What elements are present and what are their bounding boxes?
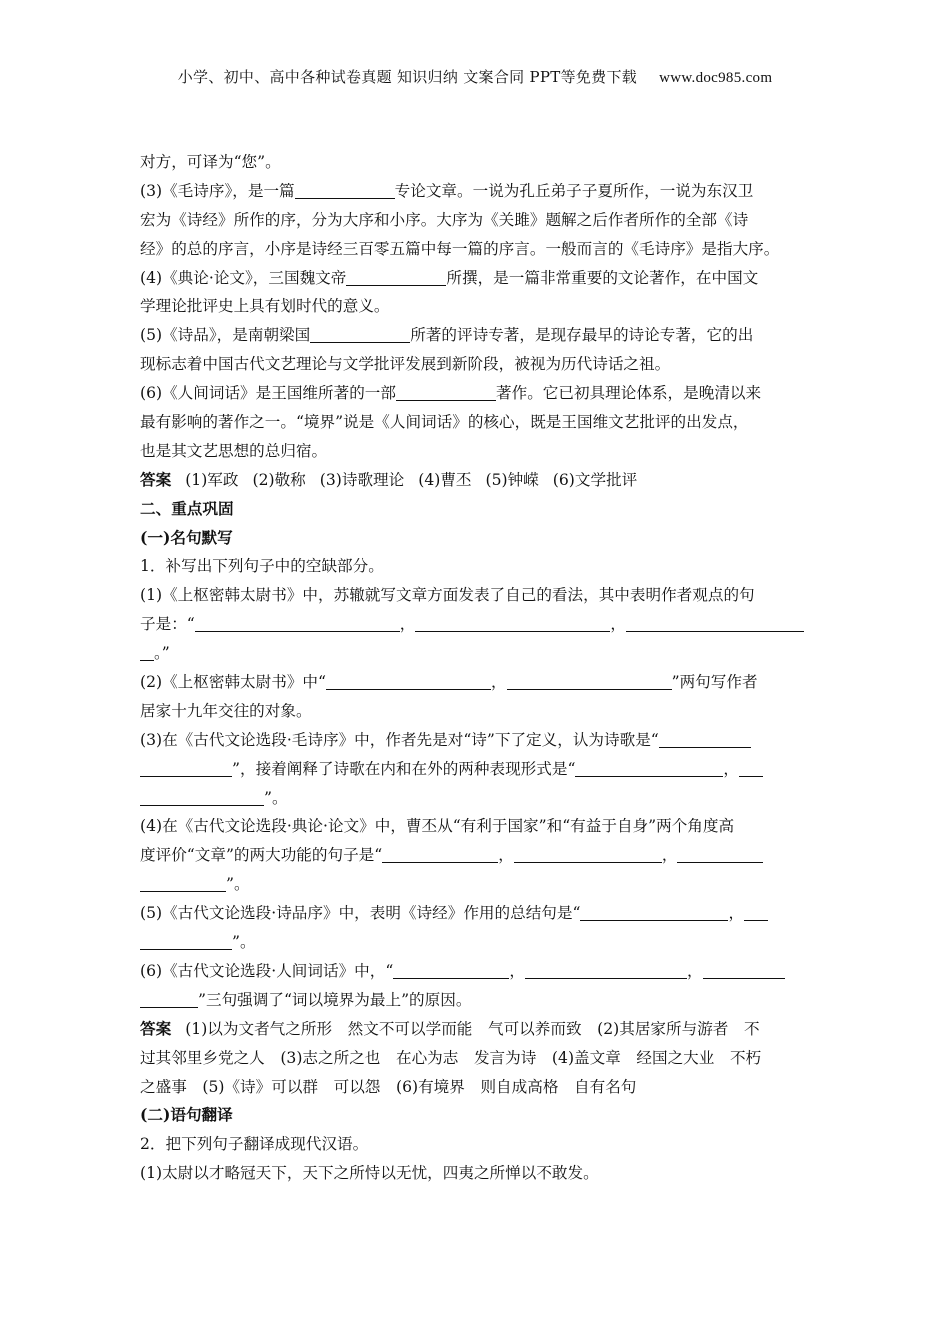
blank[interactable] <box>396 382 496 401</box>
blank[interactable] <box>393 960 509 979</box>
blank[interactable] <box>514 844 662 863</box>
question-1: 1．补写出下列句子中的空缺部分。 <box>140 557 384 576</box>
answer-line-1: 答案 (1)军政 (2)敬称 (3)诗歌理论 (4)曹丕 (5)钟嵘 (6)文学批评 <box>140 469 638 489</box>
blank[interactable] <box>739 758 763 777</box>
blank[interactable] <box>346 267 446 286</box>
text-line: (1)《上枢密韩太尉书》中，苏辙就写文章方面发表了自己的看法，其中表明作者观点的句 <box>140 586 755 605</box>
blank[interactable] <box>140 989 198 1008</box>
blank[interactable] <box>326 671 491 690</box>
blank[interactable] <box>703 960 785 979</box>
subsection-title: (二)语句翻译 <box>140 1105 233 1125</box>
fill-line: ”。 <box>140 928 812 957</box>
fill-line: 。” <box>140 639 812 668</box>
blank[interactable] <box>507 671 672 690</box>
header-url[interactable]: www.doc985.com <box>659 70 773 86</box>
question-6-line: (6)《人间词话》是王国维所著的一部 著作。它已初具理论体系，是晚清以来 <box>140 384 762 403</box>
fill-line: ”三句强调了“词以境界为最上”的原因。 <box>140 986 812 1015</box>
blank[interactable] <box>659 729 751 748</box>
text-line: 也是其文艺思想的总归宿。 <box>140 441 328 460</box>
text-line: 对方，可译为“您”。 <box>140 153 281 171</box>
fill-line: (2)《上枢密韩太尉书》中“ ， ”两句写作者 <box>140 673 758 692</box>
text-line: 经》的总的序言，小序是诗经三百零五篇中每一篇的序言。一般而言的《毛诗序》是指大序。 <box>140 239 780 258</box>
blank[interactable] <box>310 324 410 343</box>
content-body <box>140 148 812 1188</box>
blank[interactable] <box>575 758 723 777</box>
section-title: 二、重点巩固 <box>140 498 234 518</box>
question-4-line: (4)《典论·论文》，三国魏文帝 所撰，是一篇非常重要的文论著作，在中国文 <box>140 268 759 287</box>
blank[interactable] <box>140 787 264 806</box>
fill-line: 度评价“文章”的两大功能的句子是“ ， ， <box>140 841 812 870</box>
fill-line: 子是：“ ， ， <box>140 610 812 639</box>
question-3-line: (3)《毛诗序》，是一篇 专论文章。一说为孔丘弟子子夏所作，一说为东汉卫 <box>140 181 754 200</box>
fill-line: (6)《古代文论选段·人间词话》中，“ ， ， <box>140 957 812 986</box>
text-line: (4)在《古代文论选段·典论·论文》中，曹丕从“有利于国家”和“有益于自身”两个角度高 <box>140 817 735 836</box>
subsection-title: (一)名句默写 <box>140 527 233 547</box>
fill-line: (5)《古代文论选段·诗品序》中，表明《诗经》作用的总结句是“ ， <box>140 899 812 928</box>
blank[interactable] <box>295 180 395 199</box>
blank[interactable] <box>525 960 687 979</box>
text-line: 学理论批评史上具有划时代的意义。 <box>140 297 390 316</box>
answer-line-2: 答案 (1)以为文者气之所形 然文不可以学而能 气可以养而致 (2)其居家所与游者 不 <box>140 1018 760 1038</box>
answer-label: 答案 <box>140 469 172 489</box>
blank[interactable] <box>140 642 154 661</box>
blank[interactable] <box>195 613 400 632</box>
question-5-line: (5)《诗品》，是南朝梁国 所著的评诗专著，是现存最早的诗论专著，它的出 <box>140 326 754 345</box>
blank[interactable] <box>140 873 226 892</box>
text-line: 之盛事 (5)《诗》可以群 可以怨 (6)有境界 则自成高格 自有名句 <box>140 1077 637 1096</box>
text-line: 宏为《诗经》所作的序，分为大序和小序。大序为《关雎》题解之后作者所作的全部《诗 <box>140 210 749 229</box>
blank[interactable] <box>626 613 804 632</box>
text-line: 最有影响的著作之一。“境界”说是《人间词话》的核心，既是王国维文艺批评的出发点， <box>140 413 749 432</box>
blank[interactable] <box>140 758 232 777</box>
fill-line: ”。 <box>140 870 812 899</box>
blank[interactable] <box>677 844 763 863</box>
text-line: 居家十九年交往的对象。 <box>140 701 312 720</box>
blank[interactable] <box>744 902 768 921</box>
blank[interactable] <box>140 931 232 950</box>
blank[interactable] <box>382 844 498 863</box>
page-header <box>0 66 950 87</box>
fill-line: ”，接着阐释了诗歌在内和在外的两种表现形式是“ ， <box>140 755 812 784</box>
blank[interactable] <box>580 902 728 921</box>
header-text: 小学、初中、高中各种试卷真题 知识归纳 文案合同 PPT等免费下载 <box>177 68 638 86</box>
text-line: (1)太尉以才略冠天下，天下之所恃以无忧，四夷之所惮以不敢发。 <box>140 1164 599 1183</box>
fill-line: (3)在《古代文论选段·毛诗序》中，作者先是对“诗”下了定义，认为诗歌是“ <box>140 726 812 755</box>
blank[interactable] <box>415 613 610 632</box>
question-2: 2．把下列句子翻译成现代汉语。 <box>140 1135 369 1154</box>
text-line: 过其邻里乡党之人 (3)志之所之也 在心为志 发言为诗 (4)盖文章 经国之大业 不朽 <box>140 1048 762 1067</box>
fill-line: ”。 <box>140 784 812 813</box>
answer-label: 答案 <box>140 1018 172 1038</box>
text-line: 现标志着中国古代文艺理论与文学批评发展到新阶段，被视为历代诗话之祖。 <box>140 355 671 374</box>
